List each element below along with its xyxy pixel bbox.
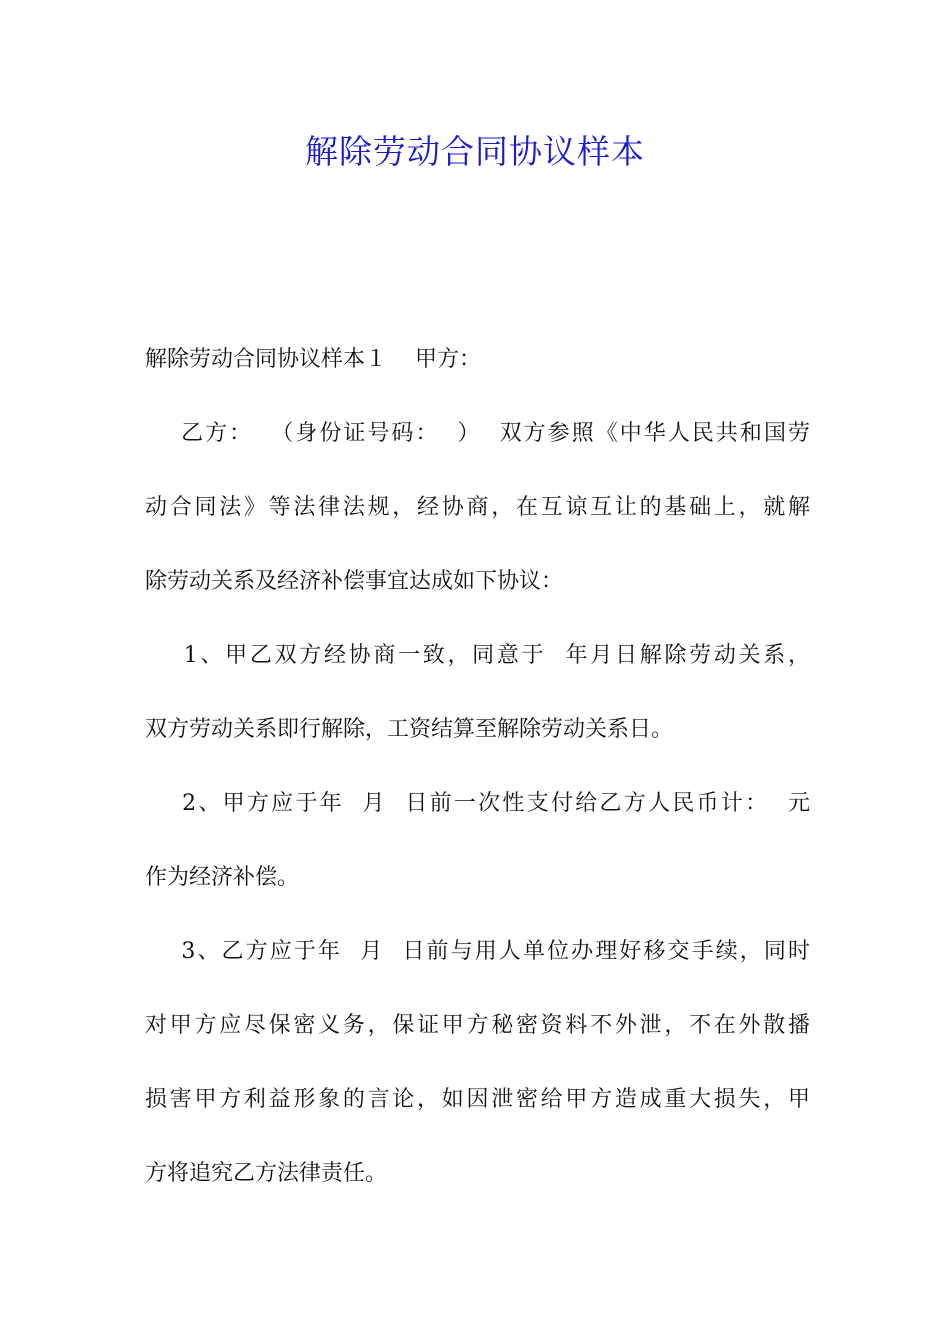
paragraph-line-7: 2、甲方应于年 月 日前一次性支付给乙方人民币计： 元	[145, 791, 810, 816]
paragraph-line-5: 1、甲乙双方经协商一致，同意于 年月日解除劳动关系，	[145, 643, 810, 668]
paragraph-line-9: 3、乙方应于年 月 日前与用人单位办理好移交手续，同时	[145, 939, 810, 964]
paragraph-line-2: 乙方： （身份证号码： ） 双方参照《中华人民共和国劳	[145, 421, 810, 446]
paragraph-line-8: 作为经济补偿。	[145, 865, 300, 890]
paragraph-line-1: 解除劳动合同协议样本１ 甲方：	[145, 347, 481, 372]
paragraph-line-6: 双方劳动关系即行解除，工资结算至解除劳动关系日。	[145, 717, 674, 742]
document-title: 解除劳动合同协议样本	[305, 132, 645, 171]
paragraph-line-3: 动合同法》等法律法规，经协商，在互谅互让的基础上，就解	[145, 495, 810, 520]
paragraph-line-12: 方将追究乙方法律责任。	[145, 1161, 388, 1186]
paragraph-line-10: 对甲方应尽保密义务，保证甲方秘密资料不外泄，不在外散播	[145, 1013, 810, 1038]
paragraph-line-11: 损害甲方利益形象的言论，如因泄密给甲方造成重大损失，甲	[145, 1087, 810, 1112]
document-body	[145, 333, 810, 1221]
paragraph-line-4: 除劳动关系及经济补偿事宜达成如下协议：	[145, 569, 564, 594]
